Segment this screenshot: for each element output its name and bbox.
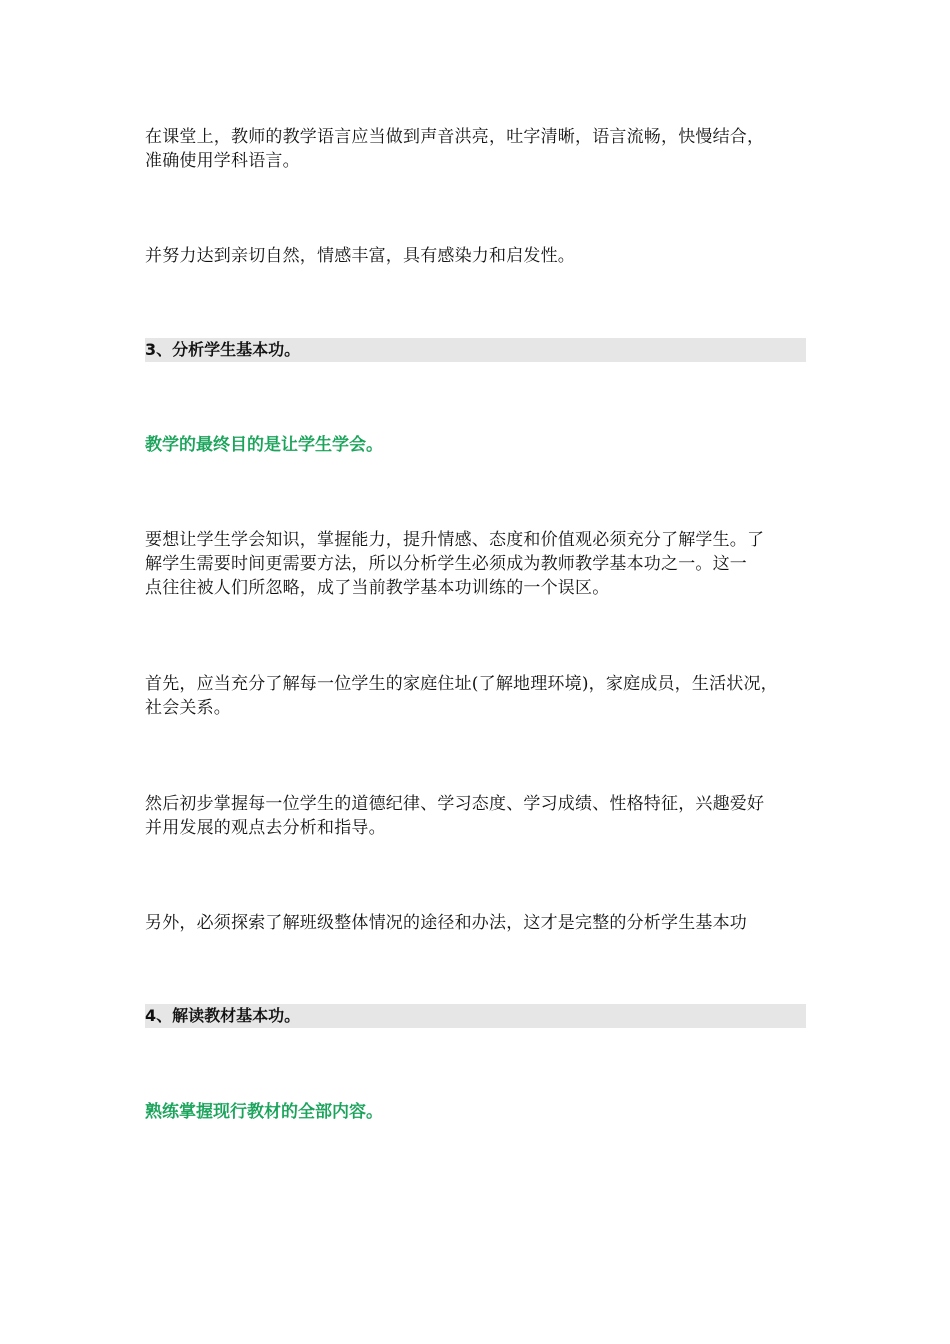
paragraph-first-family <box>145 672 810 720</box>
paragraph-line: 首先，应当充分了解每一位学生的家庭住址(了解地理环境)，家庭成员，生活状况， <box>145 674 778 694</box>
section-heading-text: 4、解读教材基本功。 <box>145 1006 301 1025</box>
section-heading-text: 3、分析学生基本功。 <box>145 340 301 359</box>
section-heading-4 <box>145 1004 806 1028</box>
paragraph-understand-students <box>145 528 810 600</box>
paragraph-class-overall <box>145 911 810 935</box>
highlight-textbook-text: 熟练掌握现行教材的全部内容。 <box>145 1102 383 1122</box>
section-heading-3 <box>145 338 806 362</box>
paragraph-line: 并用发展的观点去分析和指导。 <box>145 818 386 838</box>
paragraph-classroom-language <box>145 125 810 173</box>
paragraph-line: 然后初步掌握每一位学生的道德纪律、学习态度、学习成绩、性格特征，兴趣爱好 <box>145 794 765 814</box>
paragraph-line: 准确使用学科语言。 <box>145 151 300 171</box>
paragraph-line: 要想让学生学会知识，掌握能力，提升情感、态度和价值观必须充分了解学生。了 <box>145 530 765 550</box>
paragraph-line: 解学生需要时间更需要方法，所以分析学生必须成为教师教学基本功之一。这一 <box>145 554 747 574</box>
paragraph-then-analyze <box>145 792 810 840</box>
paragraph-affinity <box>145 244 810 268</box>
paragraph-line: 社会关系。 <box>145 698 231 718</box>
paragraph-line: 在课堂上，教师的教学语言应当做到声音洪亮，吐字清晰，语言流畅，快慢结合， <box>145 127 765 147</box>
paragraph-line: 并努力达到亲切自然，情感丰富，具有感染力和启发性。 <box>145 246 575 266</box>
paragraph-line: 另外，必须探索了解班级整体情况的途径和办法，这才是完整的分析学生基本功 <box>145 913 747 933</box>
highlight-goal-text: 教学的最终目的是让学生学会。 <box>145 435 383 455</box>
paragraph-line: 点往往被人们所忽略，成了当前教学基本功训练的一个误区。 <box>145 578 610 598</box>
